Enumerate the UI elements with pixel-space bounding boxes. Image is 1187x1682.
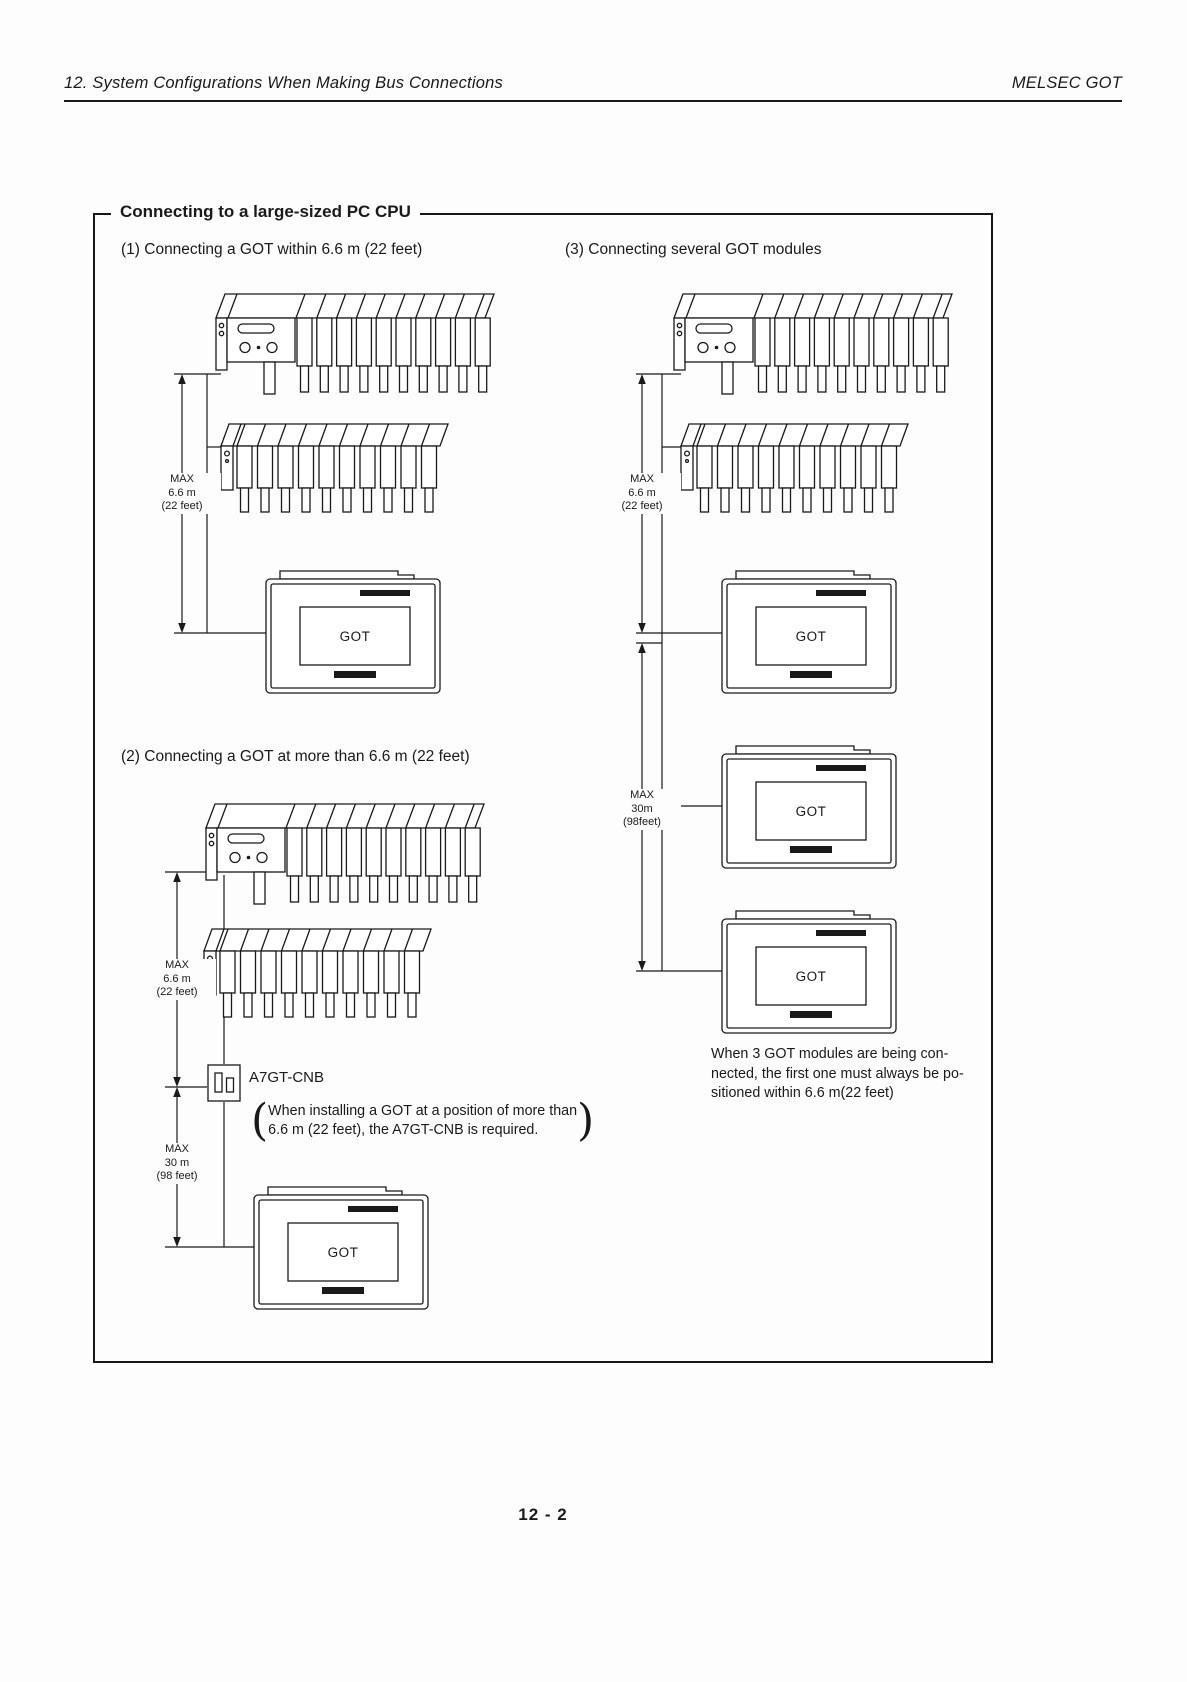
note-line: nected, the first one must always be po- <box>711 1065 964 1082</box>
note-bracket-close: ) <box>577 1095 595 1146</box>
note-lines <box>268 1102 577 1140</box>
main-base-rack-figure <box>670 290 955 400</box>
dim-line: (98 feet) <box>156 1170 198 1182</box>
got-unit-figure <box>720 907 898 1035</box>
extension-base-rack-figure <box>217 422 452 518</box>
main-base-rack-figure <box>212 290 497 400</box>
installation-note <box>251 1095 595 1146</box>
dim-line: 30 m <box>164 1156 190 1169</box>
page-number: 12 - 2 <box>518 1505 568 1524</box>
got-label: GOT <box>327 1244 359 1260</box>
s3-dim1-label <box>603 473 681 514</box>
note-line: When installing a GOT at a position of more than <box>268 1103 578 1119</box>
got-label: GOT <box>795 968 827 984</box>
s3-dim2-label <box>603 789 681 830</box>
main-base-rack-figure <box>202 800 487 910</box>
got-unit-figure <box>720 742 898 870</box>
section-1-heading: (1) Connecting a GOT within 6.6 m (22 feet) <box>121 241 423 258</box>
note-line: sitioned within 6.6 m(22 feet) <box>711 1085 894 1101</box>
got-unit-figure <box>264 567 442 695</box>
dim-line: 6.6 m <box>628 486 656 499</box>
got-unit-figure <box>720 567 898 695</box>
page-header <box>64 74 1122 93</box>
dim-line: 30m <box>631 802 653 815</box>
section-3-heading: (3) Connecting several GOT modules <box>565 241 822 258</box>
got-label: GOT <box>339 628 371 644</box>
dim-line: 6.6 m <box>163 972 191 985</box>
panel-title: Connecting to a large-sized PC CPU <box>111 202 420 222</box>
a7gt-cnb-connector-figure <box>207 1064 241 1102</box>
product-name: MELSEC GOT <box>1011 74 1122 92</box>
connector-label: A7GT-CNB <box>249 1069 325 1086</box>
three-got-note <box>711 1045 1001 1104</box>
dim-line: MAX <box>630 789 654 801</box>
dim-line: MAX <box>630 473 654 485</box>
dim-line: (22 feet) <box>161 500 203 512</box>
config-panel <box>93 202 993 1363</box>
note-bracket-open: ( <box>251 1095 269 1146</box>
note-line: 6.6 m (22 feet), the A7GT-CNB is required. <box>268 1122 539 1138</box>
dim-line: MAX <box>170 473 194 485</box>
got-label: GOT <box>795 803 827 819</box>
dim-line: (22 feet) <box>156 986 198 998</box>
got-unit-figure <box>252 1183 430 1311</box>
s1-dim1-label <box>143 473 221 514</box>
dim-line: (98feet) <box>623 816 661 828</box>
header-rule <box>64 100 1122 102</box>
chapter-title: 12. System Configurations When Making Bus Connections <box>64 74 503 92</box>
s2-dim2-label <box>138 1143 216 1184</box>
dim-line: 6.6 m <box>168 486 196 499</box>
dim-line: MAX <box>165 1143 189 1155</box>
dim-line: MAX <box>165 959 189 971</box>
dim-line: (22 feet) <box>621 500 663 512</box>
section-2-heading: (2) Connecting a GOT at more than 6.6 m (22 feet) <box>121 748 470 765</box>
note-line: When 3 GOT modules are being con- <box>711 1046 949 1062</box>
got-label: GOT <box>795 628 827 644</box>
extension-base-rack-figure <box>677 422 912 518</box>
s2-dim1-label <box>138 959 216 1000</box>
extension-base-rack-figure <box>200 927 435 1023</box>
